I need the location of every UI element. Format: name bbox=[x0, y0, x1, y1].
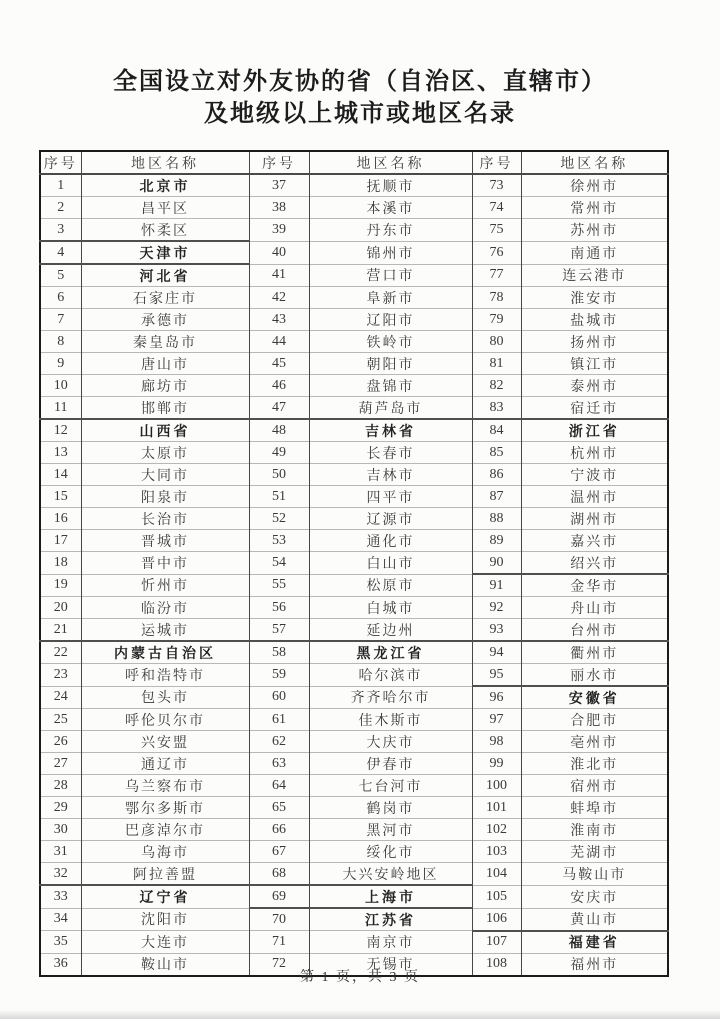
region-name-cell: 石家庄市 bbox=[81, 287, 249, 309]
region-name-cell: 河北省 bbox=[81, 264, 249, 287]
row-number-cell: 84 bbox=[472, 419, 521, 442]
row-number-cell: 29 bbox=[40, 797, 81, 819]
region-name-cell: 邯郸市 bbox=[81, 397, 249, 420]
row-number-cell: 38 bbox=[249, 197, 309, 219]
region-name-cell: 乌兰察布市 bbox=[81, 775, 249, 797]
row-number-cell: 9 bbox=[40, 353, 81, 375]
table-row bbox=[40, 197, 668, 219]
region-name-cell: 通辽市 bbox=[81, 753, 249, 775]
region-name-cell: 昌平区 bbox=[81, 197, 249, 219]
row-number-cell: 105 bbox=[472, 885, 521, 908]
region-name-cell: 芜湖市 bbox=[521, 841, 668, 863]
region-name-cell: 长治市 bbox=[81, 508, 249, 530]
table-row bbox=[40, 753, 668, 775]
row-number-cell: 1 bbox=[40, 174, 81, 197]
region-name-cell: 安徽省 bbox=[521, 686, 668, 709]
row-number-cell: 18 bbox=[40, 552, 81, 575]
table-row bbox=[40, 686, 668, 709]
header-index-col1: 序号 bbox=[40, 151, 81, 174]
row-number-cell: 53 bbox=[249, 530, 309, 552]
region-name-cell: 南京市 bbox=[309, 931, 472, 954]
row-number-cell: 81 bbox=[472, 353, 521, 375]
region-name-cell: 南通市 bbox=[521, 241, 668, 264]
table-row bbox=[40, 397, 668, 420]
region-name-cell: 扬州市 bbox=[521, 331, 668, 353]
region-name-cell: 宿州市 bbox=[521, 775, 668, 797]
table-row bbox=[40, 219, 668, 242]
region-name-cell: 运城市 bbox=[81, 619, 249, 642]
row-number-cell: 64 bbox=[249, 775, 309, 797]
region-name-cell: 辽宁省 bbox=[81, 885, 249, 908]
region-name-cell: 鹤岗市 bbox=[309, 797, 472, 819]
table-row bbox=[40, 331, 668, 353]
row-number-cell: 26 bbox=[40, 731, 81, 753]
row-number-cell: 101 bbox=[472, 797, 521, 819]
row-number-cell: 55 bbox=[249, 574, 309, 597]
table-row bbox=[40, 442, 668, 464]
row-number-cell: 100 bbox=[472, 775, 521, 797]
region-name-cell: 山西省 bbox=[81, 419, 249, 442]
row-number-cell: 70 bbox=[249, 908, 309, 931]
row-number-cell: 52 bbox=[249, 508, 309, 530]
region-name-cell: 衢州市 bbox=[521, 641, 668, 664]
row-number-cell: 37 bbox=[249, 174, 309, 197]
header-name-col3: 地区名称 bbox=[521, 151, 668, 174]
region-name-cell: 哈尔滨市 bbox=[309, 664, 472, 687]
row-number-cell: 94 bbox=[472, 641, 521, 664]
table-row bbox=[40, 731, 668, 753]
region-name-cell: 福建省 bbox=[521, 931, 668, 954]
region-name-cell: 丹东市 bbox=[309, 219, 472, 242]
row-number-cell: 46 bbox=[249, 375, 309, 397]
region-name-cell: 金华市 bbox=[521, 574, 668, 597]
region-name-cell: 泰州市 bbox=[521, 375, 668, 397]
region-name-cell: 台州市 bbox=[521, 619, 668, 642]
row-number-cell: 65 bbox=[249, 797, 309, 819]
row-number-cell: 8 bbox=[40, 331, 81, 353]
region-name-cell: 阳泉市 bbox=[81, 486, 249, 508]
page-title-line1: 全国设立对外友协的省（自治区、直辖市） bbox=[113, 69, 607, 95]
row-number-cell: 58 bbox=[249, 641, 309, 664]
table-row bbox=[40, 530, 668, 552]
row-number-cell: 7 bbox=[40, 309, 81, 331]
row-number-cell: 45 bbox=[249, 353, 309, 375]
row-number-cell: 13 bbox=[40, 442, 81, 464]
row-number-cell: 33 bbox=[40, 885, 81, 908]
page-footer: 第 1 页，共 3 页 bbox=[300, 970, 420, 985]
region-name-cell: 嘉兴市 bbox=[521, 530, 668, 552]
region-name-cell: 呼伦贝尔市 bbox=[81, 709, 249, 731]
region-name-cell: 镇江市 bbox=[521, 353, 668, 375]
row-number-cell: 40 bbox=[249, 241, 309, 264]
row-number-cell: 30 bbox=[40, 819, 81, 841]
row-number-cell: 89 bbox=[472, 530, 521, 552]
row-number-cell: 56 bbox=[249, 597, 309, 619]
table-row bbox=[40, 709, 668, 731]
row-number-cell: 71 bbox=[249, 931, 309, 954]
row-number-cell: 2 bbox=[40, 197, 81, 219]
region-name-cell: 宿迁市 bbox=[521, 397, 668, 420]
row-number-cell: 97 bbox=[472, 709, 521, 731]
row-number-cell: 92 bbox=[472, 597, 521, 619]
row-number-cell: 48 bbox=[249, 419, 309, 442]
region-name-cell: 盘锦市 bbox=[309, 375, 472, 397]
region-name-cell: 晋城市 bbox=[81, 530, 249, 552]
region-name-cell: 江苏省 bbox=[309, 908, 472, 931]
row-number-cell: 85 bbox=[472, 442, 521, 464]
region-name-cell: 阿拉善盟 bbox=[81, 863, 249, 886]
row-number-cell: 51 bbox=[249, 486, 309, 508]
row-number-cell: 72 bbox=[249, 953, 309, 976]
row-number-cell: 16 bbox=[40, 508, 81, 530]
row-number-cell: 50 bbox=[249, 464, 309, 486]
region-name-cell: 杭州市 bbox=[521, 442, 668, 464]
region-name-cell: 吉林省 bbox=[309, 419, 472, 442]
region-name-cell: 太原市 bbox=[81, 442, 249, 464]
row-number-cell: 80 bbox=[472, 331, 521, 353]
region-name-cell: 大庆市 bbox=[309, 731, 472, 753]
row-number-cell: 63 bbox=[249, 753, 309, 775]
region-name-cell: 徐州市 bbox=[521, 174, 668, 197]
region-name-cell: 抚顺市 bbox=[309, 174, 472, 197]
header-name-col1: 地区名称 bbox=[81, 151, 249, 174]
row-number-cell: 99 bbox=[472, 753, 521, 775]
row-number-cell: 60 bbox=[249, 686, 309, 709]
table-row bbox=[40, 641, 668, 664]
region-name-cell: 安庆市 bbox=[521, 885, 668, 908]
region-name-cell: 七台河市 bbox=[309, 775, 472, 797]
row-number-cell: 49 bbox=[249, 442, 309, 464]
region-name-cell: 绥化市 bbox=[309, 841, 472, 863]
region-name-cell: 怀柔区 bbox=[81, 219, 249, 242]
region-name-cell: 松原市 bbox=[309, 574, 472, 597]
row-number-cell: 90 bbox=[472, 552, 521, 575]
region-name-cell: 秦皇岛市 bbox=[81, 331, 249, 353]
row-number-cell: 93 bbox=[472, 619, 521, 642]
region-name-cell: 忻州市 bbox=[81, 574, 249, 597]
row-number-cell: 102 bbox=[472, 819, 521, 841]
table-row bbox=[40, 174, 668, 197]
region-name-cell: 常州市 bbox=[521, 197, 668, 219]
table-row bbox=[40, 353, 668, 375]
row-number-cell: 91 bbox=[472, 574, 521, 597]
region-name-cell: 临汾市 bbox=[81, 597, 249, 619]
region-name-cell: 苏州市 bbox=[521, 219, 668, 242]
region-name-cell: 合肥市 bbox=[521, 709, 668, 731]
table-row bbox=[40, 464, 668, 486]
region-table-body bbox=[40, 174, 668, 976]
region-name-cell: 朝阳市 bbox=[309, 353, 472, 375]
table-row bbox=[40, 797, 668, 819]
region-name-cell: 天津市 bbox=[81, 241, 249, 264]
table-row bbox=[40, 574, 668, 597]
region-name-cell: 湖州市 bbox=[521, 508, 668, 530]
region-name-cell: 宁波市 bbox=[521, 464, 668, 486]
row-number-cell: 28 bbox=[40, 775, 81, 797]
row-number-cell: 95 bbox=[472, 664, 521, 687]
region-name-cell: 乌海市 bbox=[81, 841, 249, 863]
region-name-cell: 辽阳市 bbox=[309, 309, 472, 331]
region-name-cell: 锦州市 bbox=[309, 241, 472, 264]
region-name-cell: 北京市 bbox=[81, 174, 249, 197]
region-name-cell: 兴安盟 bbox=[81, 731, 249, 753]
row-number-cell: 6 bbox=[40, 287, 81, 309]
region-name-cell: 绍兴市 bbox=[521, 552, 668, 575]
row-number-cell: 11 bbox=[40, 397, 81, 420]
row-number-cell: 74 bbox=[472, 197, 521, 219]
row-number-cell: 4 bbox=[40, 241, 81, 264]
row-number-cell: 68 bbox=[249, 863, 309, 886]
region-name-cell: 白山市 bbox=[309, 552, 472, 575]
row-number-cell: 21 bbox=[40, 619, 81, 642]
page-title bbox=[0, 66, 720, 130]
row-number-cell: 3 bbox=[40, 219, 81, 242]
region-name-cell: 连云港市 bbox=[521, 264, 668, 287]
region-name-cell: 吉林市 bbox=[309, 464, 472, 486]
region-name-cell: 佳木斯市 bbox=[309, 709, 472, 731]
region-name-cell: 福州市 bbox=[521, 953, 668, 976]
table-row bbox=[40, 619, 668, 642]
row-number-cell: 20 bbox=[40, 597, 81, 619]
row-number-cell: 82 bbox=[472, 375, 521, 397]
table-row bbox=[40, 597, 668, 619]
region-name-cell: 晋中市 bbox=[81, 552, 249, 575]
region-name-cell: 大同市 bbox=[81, 464, 249, 486]
region-name-cell: 丽水市 bbox=[521, 664, 668, 687]
region-name-cell: 伊春市 bbox=[309, 753, 472, 775]
region-name-cell: 大连市 bbox=[81, 931, 249, 954]
row-number-cell: 57 bbox=[249, 619, 309, 642]
row-number-cell: 17 bbox=[40, 530, 81, 552]
region-name-cell: 通化市 bbox=[309, 530, 472, 552]
row-number-cell: 66 bbox=[249, 819, 309, 841]
table-row bbox=[40, 908, 668, 931]
region-name-cell: 辽源市 bbox=[309, 508, 472, 530]
row-number-cell: 25 bbox=[40, 709, 81, 731]
table-row bbox=[40, 552, 668, 575]
row-number-cell: 67 bbox=[249, 841, 309, 863]
row-number-cell: 59 bbox=[249, 664, 309, 687]
row-number-cell: 32 bbox=[40, 863, 81, 886]
row-number-cell: 98 bbox=[472, 731, 521, 753]
table-row bbox=[40, 287, 668, 309]
region-name-cell: 大兴安岭地区 bbox=[309, 863, 472, 886]
scan-edge-artifact bbox=[0, 1010, 720, 1019]
region-name-cell: 无锡市 bbox=[309, 953, 472, 976]
region-name-cell: 鞍山市 bbox=[81, 953, 249, 976]
row-number-cell: 34 bbox=[40, 908, 81, 931]
row-number-cell: 103 bbox=[472, 841, 521, 863]
row-number-cell: 83 bbox=[472, 397, 521, 420]
row-number-cell: 15 bbox=[40, 486, 81, 508]
table-row bbox=[40, 486, 668, 508]
region-name-cell: 上海市 bbox=[309, 885, 472, 908]
region-name-cell: 沈阳市 bbox=[81, 908, 249, 931]
table-header-row bbox=[40, 151, 668, 174]
row-number-cell: 23 bbox=[40, 664, 81, 687]
table-row bbox=[40, 241, 668, 264]
row-number-cell: 43 bbox=[249, 309, 309, 331]
region-name-cell: 淮安市 bbox=[521, 287, 668, 309]
region-name-cell: 黑河市 bbox=[309, 819, 472, 841]
row-number-cell: 10 bbox=[40, 375, 81, 397]
row-number-cell: 88 bbox=[472, 508, 521, 530]
region-name-cell: 浙江省 bbox=[521, 419, 668, 442]
table-row bbox=[40, 819, 668, 841]
region-name-cell: 巴彦淖尔市 bbox=[81, 819, 249, 841]
header-name-col2: 地区名称 bbox=[309, 151, 472, 174]
row-number-cell: 78 bbox=[472, 287, 521, 309]
region-name-cell: 本溪市 bbox=[309, 197, 472, 219]
table-row bbox=[40, 419, 668, 442]
row-number-cell: 44 bbox=[249, 331, 309, 353]
region-name-cell: 淮北市 bbox=[521, 753, 668, 775]
row-number-cell: 22 bbox=[40, 641, 81, 664]
region-name-cell: 鄂尔多斯市 bbox=[81, 797, 249, 819]
table-row bbox=[40, 841, 668, 863]
table-row bbox=[40, 264, 668, 287]
region-name-cell: 四平市 bbox=[309, 486, 472, 508]
table-row bbox=[40, 508, 668, 530]
row-number-cell: 5 bbox=[40, 264, 81, 287]
region-name-cell: 马鞍山市 bbox=[521, 863, 668, 886]
row-number-cell: 76 bbox=[472, 241, 521, 264]
row-number-cell: 62 bbox=[249, 731, 309, 753]
row-number-cell: 106 bbox=[472, 908, 521, 931]
region-name-cell: 包头市 bbox=[81, 686, 249, 709]
row-number-cell: 14 bbox=[40, 464, 81, 486]
region-name-cell: 淮南市 bbox=[521, 819, 668, 841]
region-name-cell: 齐齐哈尔市 bbox=[309, 686, 472, 709]
row-number-cell: 107 bbox=[472, 931, 521, 954]
region-name-cell: 盐城市 bbox=[521, 309, 668, 331]
table-row bbox=[40, 775, 668, 797]
table-row bbox=[40, 664, 668, 687]
row-number-cell: 108 bbox=[472, 953, 521, 976]
region-name-cell: 长春市 bbox=[309, 442, 472, 464]
row-number-cell: 36 bbox=[40, 953, 81, 976]
row-number-cell: 39 bbox=[249, 219, 309, 242]
row-number-cell: 87 bbox=[472, 486, 521, 508]
row-number-cell: 69 bbox=[249, 885, 309, 908]
row-number-cell: 75 bbox=[472, 219, 521, 242]
row-number-cell: 12 bbox=[40, 419, 81, 442]
row-number-cell: 31 bbox=[40, 841, 81, 863]
row-number-cell: 54 bbox=[249, 552, 309, 575]
region-name-cell: 呼和浩特市 bbox=[81, 664, 249, 687]
table-row bbox=[40, 885, 668, 908]
page-title-line2: 及地级以上城市或地区名录 bbox=[204, 101, 516, 127]
table-row bbox=[40, 309, 668, 331]
row-number-cell: 41 bbox=[249, 264, 309, 287]
row-number-cell: 77 bbox=[472, 264, 521, 287]
row-number-cell: 47 bbox=[249, 397, 309, 420]
region-name-cell: 营口市 bbox=[309, 264, 472, 287]
region-name-cell: 亳州市 bbox=[521, 731, 668, 753]
row-number-cell: 73 bbox=[472, 174, 521, 197]
region-name-cell: 白城市 bbox=[309, 597, 472, 619]
row-number-cell: 96 bbox=[472, 686, 521, 709]
region-name-cell: 承德市 bbox=[81, 309, 249, 331]
region-name-cell: 黄山市 bbox=[521, 908, 668, 931]
region-name-cell: 廊坊市 bbox=[81, 375, 249, 397]
region-name-cell: 内蒙古自治区 bbox=[81, 641, 249, 664]
region-name-cell: 唐山市 bbox=[81, 353, 249, 375]
row-number-cell: 42 bbox=[249, 287, 309, 309]
row-number-cell: 61 bbox=[249, 709, 309, 731]
row-number-cell: 24 bbox=[40, 686, 81, 709]
region-name-cell: 延边州 bbox=[309, 619, 472, 642]
region-table bbox=[39, 150, 669, 977]
region-name-cell: 黑龙江省 bbox=[309, 641, 472, 664]
region-name-cell: 蚌埠市 bbox=[521, 797, 668, 819]
table-row bbox=[40, 375, 668, 397]
row-number-cell: 35 bbox=[40, 931, 81, 954]
row-number-cell: 86 bbox=[472, 464, 521, 486]
header-index-col3: 序号 bbox=[472, 151, 521, 174]
table-row bbox=[40, 931, 668, 954]
header-index-col2: 序号 bbox=[249, 151, 309, 174]
row-number-cell: 27 bbox=[40, 753, 81, 775]
row-number-cell: 104 bbox=[472, 863, 521, 886]
row-number-cell: 19 bbox=[40, 574, 81, 597]
region-name-cell: 铁岭市 bbox=[309, 331, 472, 353]
region-name-cell: 阜新市 bbox=[309, 287, 472, 309]
row-number-cell: 79 bbox=[472, 309, 521, 331]
region-name-cell: 温州市 bbox=[521, 486, 668, 508]
table-row bbox=[40, 863, 668, 886]
region-name-cell: 葫芦岛市 bbox=[309, 397, 472, 420]
region-name-cell: 舟山市 bbox=[521, 597, 668, 619]
